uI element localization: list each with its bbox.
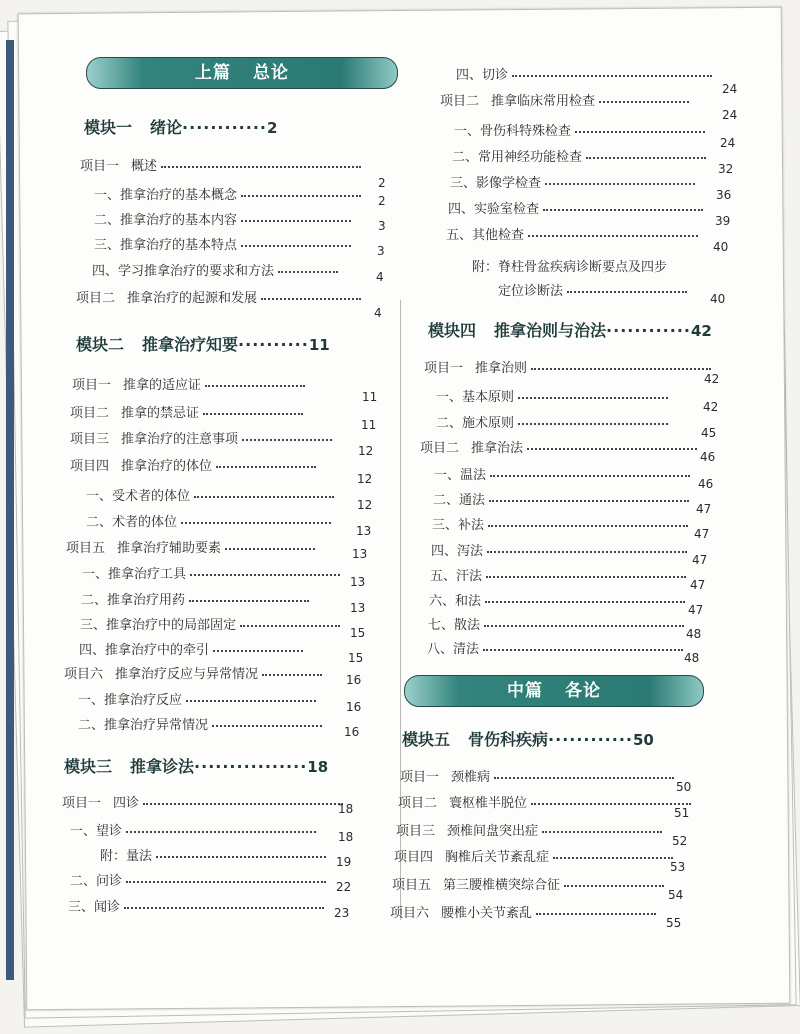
project-title: 推拿治疗的体位 xyxy=(121,458,213,473)
dot-leader xyxy=(216,465,316,468)
module-label: 模块五 xyxy=(402,730,451,749)
toc-entry-project-2-1-page-number: 11 xyxy=(362,390,378,404)
dot-leader xyxy=(545,182,695,185)
toc-entry-3-1-3[interactable] xyxy=(70,870,330,889)
entry-text: 二、通法 xyxy=(433,493,486,508)
toc-entry-3-1-2-page-number: 19 xyxy=(336,855,352,869)
toc-entry-1-1-3[interactable] xyxy=(94,234,355,253)
project-label: 项目二 xyxy=(440,93,480,108)
module-page-number: 2 xyxy=(266,119,278,137)
toc-entry-4-2-7[interactable] xyxy=(428,614,688,633)
module-3-heading[interactable] xyxy=(64,754,328,777)
toc-entry-1-1-1[interactable] xyxy=(94,184,365,203)
dot-leader xyxy=(205,384,305,387)
project-label: 项目六 xyxy=(390,905,430,920)
toc-entry-appendix-cont[interactable] xyxy=(498,280,691,299)
appendix-line-1: 附：脊柱骨盆疾病诊断要点及四步 xyxy=(472,260,668,275)
dot-leader xyxy=(242,438,332,441)
entry-text: 二、推拿治疗异常情况 xyxy=(78,718,209,733)
toc-entry-project-5-1[interactable] xyxy=(400,766,678,785)
dot-leader xyxy=(241,194,361,197)
project-title: 颈椎病 xyxy=(451,769,491,784)
banner-middle-part xyxy=(404,675,704,707)
toc-entry-3-2-5[interactable] xyxy=(446,224,702,243)
entry-text: 四、泻法 xyxy=(431,544,484,559)
toc-entry-project-5-5-page-number: 54 xyxy=(668,888,684,902)
entry-text: 二、常用神经功能检查 xyxy=(452,150,583,165)
module-page-number: 50 xyxy=(632,731,654,749)
toc-entry-2-4-2-page-number: 13 xyxy=(356,524,372,538)
module-title: 推拿治疗知要 xyxy=(142,335,239,354)
toc-entry-4-2-8-page-number: 48 xyxy=(684,651,700,665)
toc-entry-2-4-1[interactable] xyxy=(86,485,338,504)
banner-upper-part-part-subtitle: 总论 xyxy=(253,63,289,83)
toc-entry-3-2-3[interactable] xyxy=(450,172,699,191)
appendix-line-2: 定位诊断法 xyxy=(498,284,564,299)
dot-leader xyxy=(484,624,684,627)
project-label: 项目一 xyxy=(424,360,464,375)
project-label: 项目二 xyxy=(76,290,116,305)
toc-entry-project-3-1[interactable] xyxy=(62,792,347,811)
toc-entry-project-4-1-page-number: 42 xyxy=(704,372,720,386)
toc-entry-2-4-2[interactable] xyxy=(86,511,335,530)
dot-leader xyxy=(485,600,685,603)
dot-leader xyxy=(203,412,303,415)
dot-leader xyxy=(225,547,315,550)
entry-text: 三、补法 xyxy=(432,518,485,533)
toc-entry-project-2-2[interactable] xyxy=(70,402,307,421)
entry-text: 一、望诊 xyxy=(70,824,123,839)
entry-text: 四、学习推拿治疗的要求和方法 xyxy=(92,264,275,279)
toc-entry-project-2-6-page-number: 16 xyxy=(346,673,362,687)
module-title: 骨伤科疾病 xyxy=(468,730,549,749)
toc-entry-project-5-2[interactable] xyxy=(398,792,695,811)
toc-entry-project-5-1-page-number: 50 xyxy=(676,780,692,794)
banner-middle-part-part-title: 中篇 xyxy=(507,681,543,701)
entry-text: 四、实验室检查 xyxy=(448,202,540,217)
entry-text: 三、影像学检查 xyxy=(450,176,542,191)
entry-text: 一、推拿治疗的基本概念 xyxy=(94,188,238,203)
module-1-heading[interactable] xyxy=(84,115,277,138)
entry-text: 一、骨伤科特殊检查 xyxy=(454,124,572,139)
toc-entry-project-2-2-page-number: 11 xyxy=(361,418,377,432)
module-page-number: 42 xyxy=(690,322,712,340)
toc-entry-4-2-3[interactable] xyxy=(432,514,692,533)
toc-entry-3-2-5-page-number: 40 xyxy=(713,240,729,254)
toc-entry-4-2-5-page-number: 47 xyxy=(690,578,706,592)
dot-leader xyxy=(212,724,322,727)
entry-text: 八、清法 xyxy=(427,642,480,657)
dot-leader xyxy=(241,244,351,247)
toc-entry-4-1-2[interactable] xyxy=(436,412,672,431)
dot-leader xyxy=(494,776,674,779)
dot-leader xyxy=(490,474,690,477)
toc-entry-3-1-1[interactable] xyxy=(70,820,320,839)
toc-entry-2-6-1-page-number: 16 xyxy=(346,700,362,714)
project-label: 项目二 xyxy=(420,440,460,455)
dot-leader xyxy=(143,802,343,805)
dot-leader xyxy=(599,100,689,103)
project-label: 项目三 xyxy=(396,823,436,838)
dot-leader xyxy=(194,495,334,498)
toc-entry-project-4-1[interactable] xyxy=(424,357,715,376)
toc-entry-1-1-2-page-number: 3 xyxy=(378,219,386,233)
toc-entry-2-5-4-page-number: 15 xyxy=(348,651,364,665)
toc-entry-3-2-1-page-number: 24 xyxy=(720,136,736,150)
entry-text: 二、推拿治疗用药 xyxy=(81,593,186,608)
toc-entry-4-1-1-page-number: 42 xyxy=(703,400,719,414)
toc-entry-project-1-2[interactable] xyxy=(76,287,365,306)
toc-entry-4-2-1-page-number: 46 xyxy=(698,477,714,491)
dot-leader xyxy=(181,521,331,524)
toc-entry-4-1-2-page-number: 45 xyxy=(701,426,717,440)
project-title: 推拿的适应证 xyxy=(123,377,202,392)
entry-text: 一、推拿治疗反应 xyxy=(78,693,183,708)
entry-text: 二、术者的体位 xyxy=(86,515,178,530)
dot-leader xyxy=(528,234,698,237)
toc-entry-4-2-2-page-number: 47 xyxy=(696,502,712,516)
entry-text: 一、受术者的体位 xyxy=(86,489,191,504)
dot-leader xyxy=(553,856,673,859)
module-page-number: 18 xyxy=(307,758,329,776)
toc-entry-project-5-3-page-number: 52 xyxy=(672,834,688,848)
entry-text: 一、推拿治疗工具 xyxy=(82,567,187,582)
toc-entry-project-2-6[interactable] xyxy=(64,663,326,682)
toc-entry-4-2-3-page-number: 47 xyxy=(694,527,710,541)
banner-upper-part xyxy=(86,57,398,89)
toc-entry-project-5-5[interactable] xyxy=(392,874,668,893)
toc-entry-4-2-1[interactable] xyxy=(434,464,694,483)
toc-entry-project-2-3[interactable] xyxy=(70,428,336,447)
entry-text: 五、其他检查 xyxy=(446,228,525,243)
dot-leader xyxy=(489,499,689,502)
toc-entry-4-2-5[interactable] xyxy=(430,565,690,584)
dot-leader xyxy=(488,524,688,527)
toc-entry-2-5-4[interactable] xyxy=(79,639,307,658)
toc-entry-project-3-2-page-number: 24 xyxy=(722,108,738,122)
dot-leader xyxy=(564,884,664,887)
project-title: 概述 xyxy=(131,158,158,173)
toc-entry-1-1-3-page-number: 3 xyxy=(377,244,385,258)
dot-leader xyxy=(161,165,361,168)
dot-leader: ················ xyxy=(194,757,308,776)
dot-leader xyxy=(512,74,712,77)
dot-leader xyxy=(531,802,691,805)
toc-entry-2-5-3[interactable] xyxy=(80,614,344,633)
toc-entry-4-2-6[interactable] xyxy=(429,590,689,609)
dot-leader xyxy=(126,830,316,833)
toc-entry-project-2-4-page-number: 12 xyxy=(357,472,373,486)
entry-text: 附：量法 xyxy=(100,849,153,864)
project-label: 项目五 xyxy=(392,877,432,892)
toc-entry-4-2-2[interactable] xyxy=(433,489,693,508)
dot-leader xyxy=(542,830,662,833)
toc-entry-3-1-5[interactable] xyxy=(456,64,716,83)
toc-entry-project-5-2-page-number: 51 xyxy=(674,806,690,820)
dot-leader xyxy=(567,290,687,293)
dot-leader xyxy=(124,906,324,909)
toc-entry-project-3-2[interactable] xyxy=(440,90,693,109)
toc-entry-3-1-5-page-number: 24 xyxy=(722,82,738,96)
module-4-heading[interactable] xyxy=(428,318,712,341)
banner-upper-part-part-title: 上篇 xyxy=(195,63,231,83)
toc-entry-2-6-1[interactable] xyxy=(78,689,320,708)
dot-leader: ············ xyxy=(548,730,633,749)
toc-entry-appendix[interactable] xyxy=(472,256,667,275)
dot-leader xyxy=(261,297,361,300)
project-label: 项目二 xyxy=(398,795,438,810)
toc-entry-project-1-1[interactable] xyxy=(80,155,365,174)
entry-text: 四、切诊 xyxy=(456,68,509,83)
module-label: 模块四 xyxy=(428,321,477,340)
toc-entry-project-2-5-page-number: 13 xyxy=(352,547,368,561)
toc-entry-project-4-2[interactable] xyxy=(420,437,701,456)
module-title: 推拿诊法 xyxy=(130,757,195,776)
toc-entry-2-5-3-page-number: 15 xyxy=(350,626,366,640)
entry-text: 五、汗法 xyxy=(430,569,483,584)
toc-entry-1-1-4[interactable] xyxy=(92,260,342,279)
project-title: 推拿治疗辅助要素 xyxy=(117,540,222,555)
project-title: 四诊 xyxy=(113,795,140,810)
project-title: 推拿治疗的起源和发展 xyxy=(127,290,258,305)
toc-entry-3-1-2[interactable] xyxy=(100,845,330,864)
toc-entry-project-4-2-page-number: 46 xyxy=(700,450,716,464)
dot-leader xyxy=(189,599,309,602)
project-title: 腰椎小关节紊乱 xyxy=(441,905,533,920)
dot-leader xyxy=(278,270,338,273)
project-title: 颈椎间盘突出症 xyxy=(447,823,539,838)
project-title: 胸椎后关节紊乱症 xyxy=(445,849,550,864)
toc-entry-2-6-2-page-number: 16 xyxy=(344,725,360,739)
entry-text: 三、推拿治疗中的局部固定 xyxy=(80,618,237,633)
dot-leader xyxy=(262,673,322,676)
project-label: 项目四 xyxy=(70,458,110,473)
dot-leader xyxy=(518,396,668,399)
entry-text: 三、推拿治疗的基本特点 xyxy=(94,238,238,253)
project-title: 推拿治法 xyxy=(471,440,524,455)
entry-text: 三、闻诊 xyxy=(68,900,121,915)
toc-entry-project-5-3[interactable] xyxy=(396,820,666,839)
dot-leader xyxy=(518,422,668,425)
toc-entry-project-2-5[interactable] xyxy=(66,537,319,556)
toc-entry-3-1-3-page-number: 22 xyxy=(336,880,352,894)
project-label: 项目六 xyxy=(64,666,104,681)
toc-entry-3-2-1[interactable] xyxy=(454,120,709,139)
dot-leader xyxy=(186,699,316,702)
toc-entry-project-1-2-page-number: 4 xyxy=(374,306,382,320)
project-title: 第三腰椎横突综合征 xyxy=(443,877,561,892)
module-label: 模块一 xyxy=(84,118,133,137)
toc-entry-project-5-4[interactable] xyxy=(394,846,677,865)
dot-leader: ············ xyxy=(606,321,691,340)
toc-entry-project-3-1-page-number: 18 xyxy=(338,802,354,816)
toc-entry-3-2-2[interactable] xyxy=(452,146,710,165)
entry-text: 一、基本原则 xyxy=(436,390,515,405)
entry-text: 二、推拿治疗的基本内容 xyxy=(94,213,238,228)
entry-text: 六、和法 xyxy=(429,594,482,609)
project-title: 推拿治则 xyxy=(475,360,528,375)
module-title: 推拿治则与治法 xyxy=(494,321,607,340)
toc-entry-1-1-4-page-number: 4 xyxy=(376,270,384,284)
toc-entry-2-5-1-page-number: 13 xyxy=(350,575,366,589)
toc-entry-3-1-4-page-number: 23 xyxy=(334,906,350,920)
dot-leader xyxy=(536,912,656,915)
dot-leader xyxy=(240,624,340,627)
dot-leader xyxy=(487,550,687,553)
toc-entry-3-1-4[interactable] xyxy=(68,896,328,915)
dot-leader xyxy=(241,219,351,222)
module-label: 模块二 xyxy=(76,335,125,354)
project-label: 项目二 xyxy=(70,405,110,420)
toc-entry-3-1-1-page-number: 18 xyxy=(338,830,354,844)
toc-entry-2-6-2[interactable] xyxy=(78,714,326,733)
dot-leader xyxy=(483,648,683,651)
entry-text: 二、问诊 xyxy=(70,874,123,889)
project-label: 项目五 xyxy=(66,540,106,555)
project-label: 项目一 xyxy=(400,769,440,784)
book-cover-edge-left xyxy=(6,40,14,980)
project-title: 寰枢椎半脱位 xyxy=(449,795,528,810)
dot-leader xyxy=(190,573,340,576)
toc-entry-1-1-1-page-number: 2 xyxy=(378,194,386,208)
dot-leader xyxy=(543,208,703,211)
dot-leader xyxy=(575,130,705,133)
toc-entry-3-2-4[interactable] xyxy=(448,198,707,217)
dot-leader: ············ xyxy=(182,118,267,137)
dot-leader xyxy=(531,367,711,370)
toc-entry-appendix-page-number: 40 xyxy=(710,292,726,306)
toc-entry-4-1-1[interactable] xyxy=(436,386,672,405)
toc-entry-project-5-4-page-number: 53 xyxy=(670,860,686,874)
project-title: 推拿治疗的注意事项 xyxy=(121,431,239,446)
toc-entry-1-1-2[interactable] xyxy=(94,209,355,228)
dot-leader: ·········· xyxy=(238,335,309,354)
project-label: 项目一 xyxy=(72,377,112,392)
toc-entry-4-2-4[interactable] xyxy=(431,540,691,559)
dot-leader xyxy=(486,575,686,578)
module-label: 模块三 xyxy=(64,757,113,776)
toc-entry-project-5-6-page-number: 55 xyxy=(666,916,682,930)
project-label: 项目一 xyxy=(80,158,120,173)
toc-entry-3-2-2-page-number: 32 xyxy=(718,162,734,176)
module-5-heading[interactable] xyxy=(402,727,654,750)
toc-entry-2-5-1[interactable] xyxy=(82,563,344,582)
project-title: 推拿的禁忌证 xyxy=(121,405,200,420)
toc-entry-4-2-4-page-number: 47 xyxy=(692,553,708,567)
dot-leader xyxy=(156,855,326,858)
project-label: 项目三 xyxy=(70,431,110,446)
module-page-number: 11 xyxy=(308,336,330,354)
toc-entry-2-5-2[interactable] xyxy=(81,589,313,608)
toc-entry-2-5-2-page-number: 13 xyxy=(350,601,366,615)
toc-entry-project-2-4[interactable] xyxy=(70,455,320,474)
toc-entry-4-2-7-page-number: 48 xyxy=(686,627,702,641)
entry-text: 四、推拿治疗中的牵引 xyxy=(79,643,210,658)
toc-entry-project-1-1-page-number: 2 xyxy=(378,176,386,190)
toc-entry-project-2-1[interactable] xyxy=(72,374,309,393)
toc-entry-2-4-1-page-number: 12 xyxy=(357,498,373,512)
entry-text: 二、施术原则 xyxy=(436,416,515,431)
toc-entry-3-2-4-page-number: 39 xyxy=(715,214,731,228)
module-2-heading[interactable] xyxy=(76,332,330,355)
banner-middle-part-part-subtitle: 各论 xyxy=(565,681,601,701)
project-title: 推拿临床常用检查 xyxy=(491,93,596,108)
toc-entry-project-5-6[interactable] xyxy=(390,902,660,921)
toc-entry-project-2-3-page-number: 12 xyxy=(358,444,374,458)
toc-entry-4-2-8[interactable] xyxy=(427,638,687,657)
toc-entry-4-2-6-page-number: 47 xyxy=(688,603,704,617)
module-title: 绪论 xyxy=(150,118,183,137)
toc-entry-3-2-3-page-number: 36 xyxy=(716,188,732,202)
dot-leader xyxy=(527,447,697,450)
entry-text: 七、散法 xyxy=(428,618,481,633)
entry-text: 一、温法 xyxy=(434,468,487,483)
project-label: 项目一 xyxy=(62,795,102,810)
dot-leader xyxy=(126,880,326,883)
project-label: 项目四 xyxy=(394,849,434,864)
dot-leader xyxy=(586,156,706,159)
dot-leader xyxy=(213,649,303,652)
project-title: 推拿治疗反应与异常情况 xyxy=(115,666,259,681)
